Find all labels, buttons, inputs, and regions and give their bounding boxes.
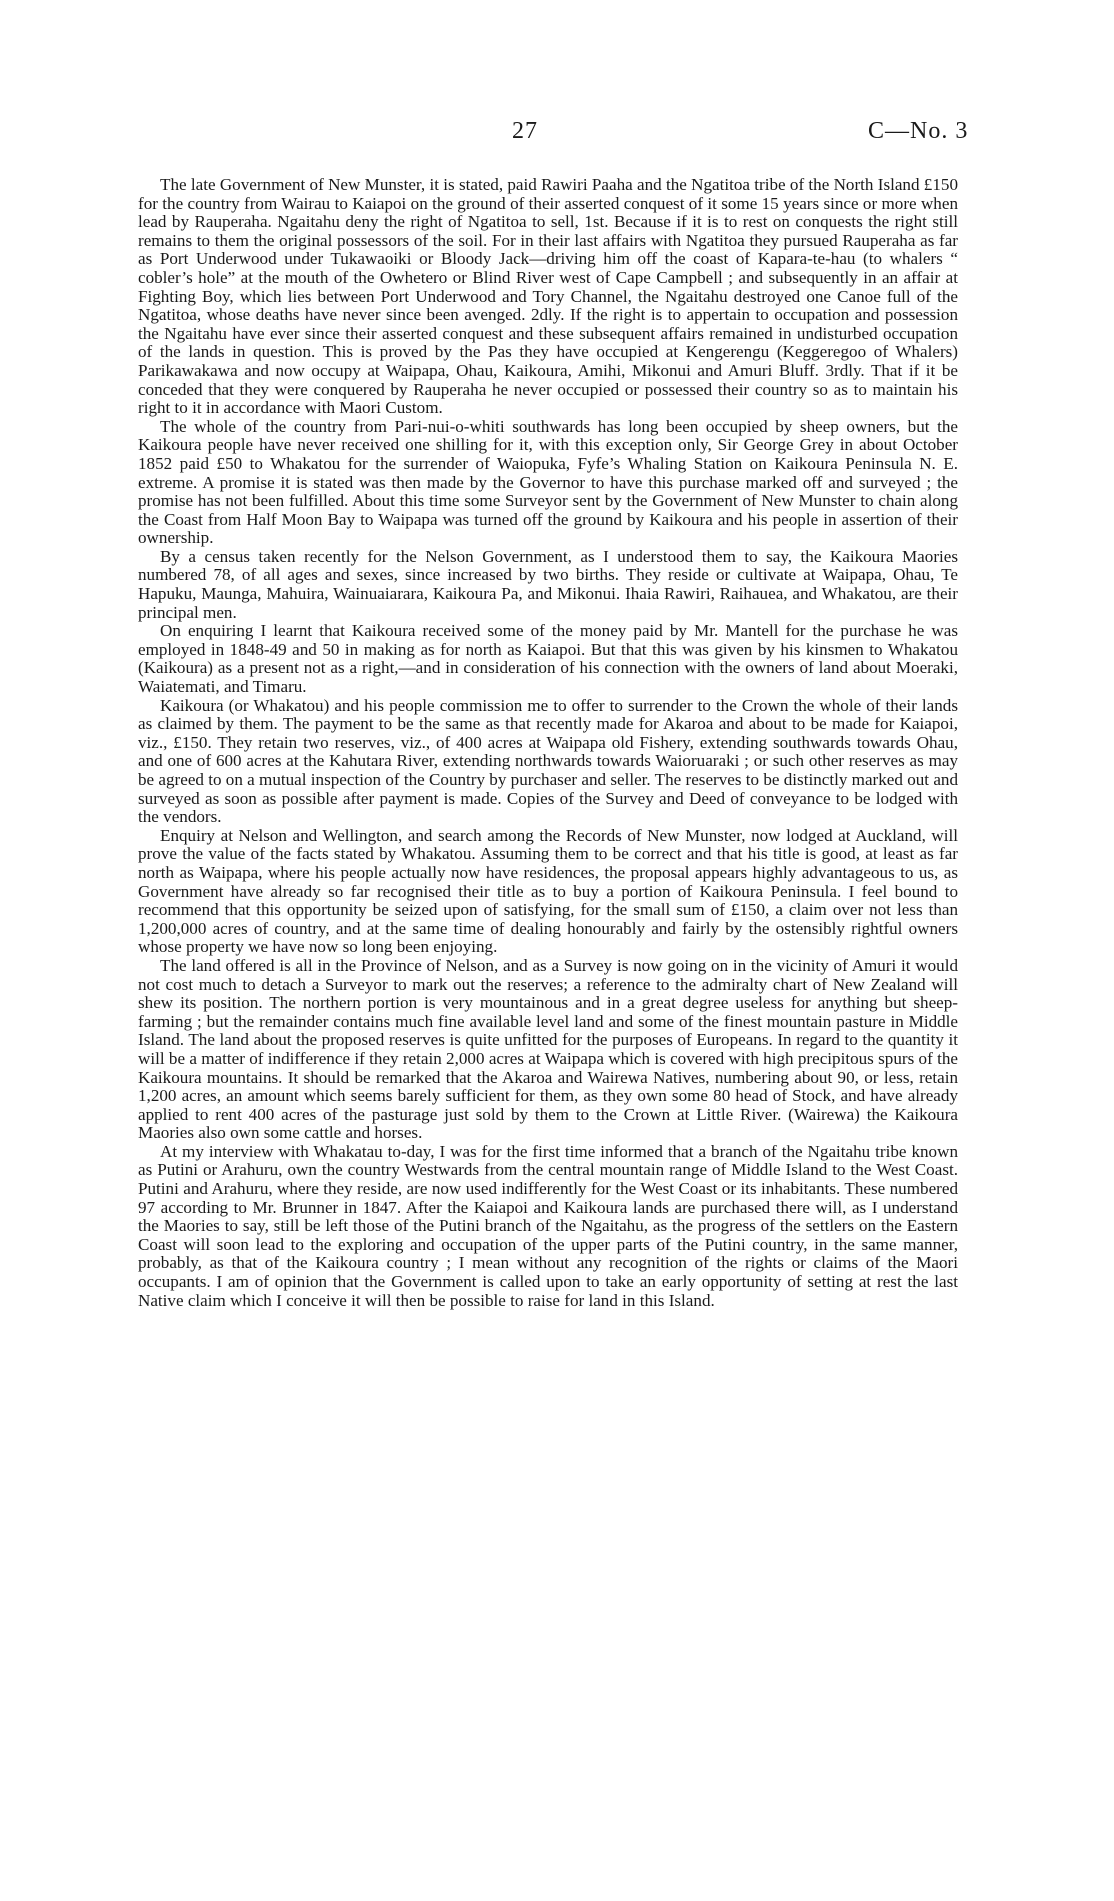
paragraph: At my interview with Whakatau to-day, I was for the first time informed that a branch of the Ngaitahu tribe known as Putini or Arahuru, own the country Westwards from the central mountain range of Middle Island to the West Coast. Putini and Arahuru, where they reside, are now used indifferently for the West Coast or its inhabitants. These numbered 97 according to Mr. Brunner in 1847. After the Kaiapoi and Kaikoura lands are purchased there will, as I understand the Maories to say, still be left those of the Putini branch of the Ngaitahu, as the progress of the settlers on the Eastern Coast will soon lead to the exploring and occupation of the upper parts of the Putini country, in the same manner, probably, as that of the Kaikoura country ; I mean without any recognition of the rights or claims of the Maori occupants. I am of opinion that the Government is called upon to take an early opportunity of setting at rest the last Native claim which I conceive it will then be possible to raise for land in this Island. bbox=[138, 1141, 958, 1310]
page-number: 27 bbox=[512, 118, 538, 144]
page-header bbox=[0, 118, 1114, 148]
document-reference: C—No. 3 bbox=[868, 118, 969, 144]
document-body bbox=[138, 176, 958, 1310]
paragraph: By a census taken recently for the Nelson Government, as I understood them to say, the Kaikoura Maories numbered 78, of all ages and sexes, since increased by two births. They reside or cultivate at Waipapa, Ohau, Te Hapuku, Maunga, Mahuira, Wainuaiarara, Kaikoura Pa, and Mikonui. Ihaia Rawiri, Raihauea, and Whakatou, are their principal men. bbox=[138, 546, 958, 622]
paragraph: The land offered is all in the Province of Nelson, and as a Survey is now going on in the vicinity of Amuri it would not cost much to detach a Surveyor to mark out the reserves; a reference to the admiralty chart of New Zealand will shew its position. The northern portion is very mountainous and in a great degree useless for anything but sheep-farming ; but the remainder contains much fine available level land and some of the finest mountain pasture in Middle Island. The land about the proposed reserves is quite unfitted for the purposes of Europeans. In regard to the quantity it will be a matter of indifference if they retain 2,000 acres at Waipapa which is covered with high precipitous spurs of the Kaikoura mountains. It should be remarked that the Akaroa and Wairewa Natives, numbering about 90, or less, retain 1,200 acres, an amount which seems barely sufficient for them, as they own some 80 head of Stock, and have already applied to rent 400 acres of the pasturage just sold by them to the Crown at Little River. (Wairewa) the Kaikoura Maories also own some cattle and horses. bbox=[138, 955, 958, 1143]
paragraph: Enquiry at Nelson and Wellington, and search among the Records of New Munster, now lodged at Auckland, will prove the value of the facts stated by Whakatou. Assuming them to be correct and that his title is good, at least as far north as Waipapa, where his people actually now have residences, the proposal appears highly advantageous to us, as Government have already so far recognised their title as to buy a portion of Kaikoura Peninsula. I feel bound to recommend that this opportunity be seized upon of satisfying, for the small sum of £150, a claim over not less than 1,200,000 acres of country, and at the same time of dealing honourably and fairly by the ostensibly rightful owners whose property we have now so long been enjoying. bbox=[138, 825, 958, 957]
paragraph: The late Government of New Munster, it is stated, paid Rawiri Paaha and the Ngatitoa tribe of the North Island £150 for the country from Wairau to Kaiapoi on the ground of their asserted conquest of it some 15 years since or more when lead by Rauperaha. Ngaitahu deny the right of Ngatitoa to sell, 1st. Because if it is to rest on conquests the right still remains to them the original possessors of the soil. For in their last affairs with Ngatitoa they pursued Rauperaha as far as Port Underwood under Tukawaoiki or Bloody Jack—driving him off the coast of Kapara-te-hau (to whalers “ cobler’s hole” at the mouth of the Owhetero or Blind River west of Cape Campbell ; and subsequently in an affair at Fighting Boy, which lies between Port Underwood and Tory Channel, the Ngaitahu destroyed one Canoe full of the Ngatitoa, whose deaths have never since been avenged. 2dly. If the right is to appertain to occupation and possession the Ngaitahu have ever since their asserted conquest and these subsequent affairs remained in undisturbed occupation of the lands in question. This is proved by the Pas they have occupied at Kengerengu (Keggeregoo of Whalers) Parikawakawa and now occupy at Waipapa, Ohau, Kaikoura, Amihi, Mikonui and Amuri Bluff. 3rdly. That if it be conceded that they were conquered by Rauperaha he never occupied or possessed their country so as to maintain his right to it in accordance with Maori Custom. bbox=[138, 175, 958, 418]
paragraph: The whole of the country from Pari-nui-o-whiti southwards has long been occupied by sheep owners, but the Kaikoura people have never received one shilling for it, with this exception only, Sir George Grey in about October 1852 paid £50 to Whakatou for the surrender of Waiopuka, Fyfe’s Whaling Station on Kaikoura Peninsula N. E. extreme. A promise it is stated was then made by the Governor to have this purchase marked off and surveyed ; the promise has not been fulfilled. About this time some Surveyor sent by the Government of New Munster to chain along the Coast from Half Moon Bay to Waipapa was turned off the ground by Kaikoura and his people in assertion of their ownership. bbox=[138, 416, 958, 548]
paragraph: On enquiring I learnt that Kaikoura received some of the money paid by Mr. Mantell for the purchase he was employed in 1848-49 and 50 in making as for north as Kaiapoi. But that this was given by his kinsmen to Whakatou (Kaikoura) as a present not as a right,—and in consideration of his connection with the owners of land about Moeraki, Waiatemati, and Timaru. bbox=[138, 621, 958, 697]
paragraph: Kaikoura (or Whakatou) and his people commission me to offer to surrender to the Crown the whole of their lands as claimed by them. The payment to be the same as that recently made for Akaroa and about to be made for Kaiapoi, viz., £150. They retain two reserves, viz., of 400 acres at Waipapa old Fishery, extending southwards towards Ohau, and one of 600 acres at the Kahutara River, extending northwards towards Waioruaraki ; or such other reserves as may be agreed to on a mutual inspection of the Country by purchaser and seller. The reserves to be distinctly marked out and surveyed as soon as possible after payment is made. Copies of the Survey and Deed of conveyance to be lodged with the vendors. bbox=[138, 695, 958, 827]
